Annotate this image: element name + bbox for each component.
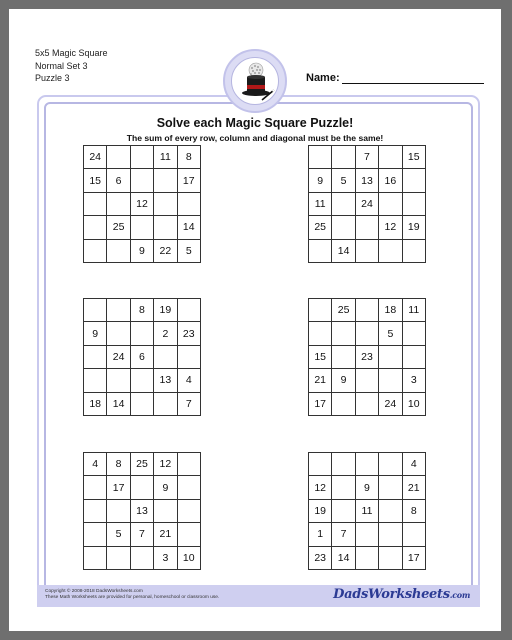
square-cell-given: 8 [178, 146, 201, 169]
square-cell-given: 4 [178, 369, 201, 392]
square-cell-given: 11 [403, 299, 426, 322]
square-cell-blank[interactable] [84, 193, 107, 216]
square-cell-blank[interactable] [379, 453, 402, 476]
square-cell-given: 11 [309, 193, 332, 216]
square-cell-given: 9 [131, 240, 154, 263]
square-cell-blank[interactable] [332, 322, 355, 345]
square-cell-given: 12 [131, 193, 154, 216]
square-cell-blank[interactable] [332, 500, 355, 523]
square-cell-blank[interactable] [154, 346, 177, 369]
square-cell-given: 9 [356, 476, 379, 499]
square-cell-blank[interactable] [403, 523, 426, 546]
square-cell-given: 2 [154, 322, 177, 345]
square-cell-given: 12 [154, 453, 177, 476]
square-cell-blank[interactable] [356, 299, 379, 322]
name-label: Name: [306, 72, 340, 84]
square-cell-blank[interactable] [84, 476, 107, 499]
square-cell-blank[interactable] [379, 476, 402, 499]
square-cell-blank[interactable] [356, 322, 379, 345]
square-cell-blank[interactable] [178, 346, 201, 369]
square-cell-given: 25 [332, 299, 355, 322]
square-cell-blank[interactable] [131, 322, 154, 345]
square-cell-blank[interactable] [107, 299, 130, 322]
square-cell-blank[interactable] [379, 523, 402, 546]
square-cell-given: 19 [309, 500, 332, 523]
instructions-title: Solve each Magic Square Puzzle! [156, 116, 354, 130]
square-cell-given: 18 [379, 299, 402, 322]
magic-square-4 [308, 298, 426, 416]
square-cell-given: 24 [379, 393, 402, 416]
square-cell-given: 1 [309, 523, 332, 546]
square-cell-blank[interactable] [356, 453, 379, 476]
magic-hat-icon [223, 49, 287, 113]
worksheet-puzzle-number: Puzzle 3 [35, 73, 70, 83]
hat-graphic [232, 58, 279, 105]
square-cell-blank[interactable] [84, 299, 107, 322]
square-cell-given: 8 [107, 453, 130, 476]
square-cell-given: 5 [379, 322, 402, 345]
square-cell-given: 21 [154, 523, 177, 546]
square-cell-given: 17 [403, 547, 426, 570]
square-cell-given: 21 [403, 476, 426, 499]
square-cell-blank[interactable] [84, 240, 107, 263]
square-cell-blank[interactable] [107, 369, 130, 392]
square-cell-blank[interactable] [131, 547, 154, 570]
square-cell-blank[interactable] [309, 146, 332, 169]
square-cell-given: 9 [309, 169, 332, 192]
worksheet-set: Normal Set 3 [35, 60, 88, 71]
square-cell-given: 9 [154, 476, 177, 499]
worksheet-info [35, 47, 108, 85]
square-cell-given: 15 [403, 146, 426, 169]
square-cell-blank[interactable] [332, 216, 355, 239]
square-cell-blank[interactable] [332, 346, 355, 369]
square-cell-given: 21 [309, 369, 332, 392]
square-cell-given: 3 [403, 369, 426, 392]
square-cell-given: 11 [154, 146, 177, 169]
square-cell-blank[interactable] [403, 169, 426, 192]
square-cell-given: 17 [178, 169, 201, 192]
dadsworksheets-logo [333, 587, 470, 602]
square-cell-given: 18 [84, 393, 107, 416]
square-cell-blank[interactable] [332, 193, 355, 216]
logo-suffix: .com [449, 590, 470, 600]
logo-text: DadsWorksheets [333, 587, 450, 602]
square-cell-blank[interactable] [178, 523, 201, 546]
magic-square-2 [308, 145, 426, 263]
square-cell-given: 23 [178, 322, 201, 345]
square-cell-blank[interactable] [309, 299, 332, 322]
square-cell-blank[interactable] [356, 216, 379, 239]
square-cell-blank[interactable] [403, 322, 426, 345]
instructions-subtitle: The sum of every row, column and diagonal must be the same! [126, 133, 384, 143]
square-cell-given: 12 [309, 476, 332, 499]
square-cell-blank[interactable] [131, 216, 154, 239]
square-cell-blank[interactable] [178, 500, 201, 523]
square-cell-blank[interactable] [178, 299, 201, 322]
square-cell-given: 13 [154, 369, 177, 392]
square-cell-given: 10 [403, 393, 426, 416]
square-cell-blank[interactable] [332, 146, 355, 169]
square-cell-given: 22 [154, 240, 177, 263]
square-cell-blank[interactable] [154, 500, 177, 523]
usage-note: These Math Worksheets are provided for personal, homeschool or classroom use. [45, 595, 220, 600]
square-cell-given: 7 [332, 523, 355, 546]
square-cell-given: 12 [379, 216, 402, 239]
logo-badge [231, 57, 279, 105]
square-cell-blank[interactable] [403, 346, 426, 369]
square-cell-blank[interactable] [403, 193, 426, 216]
square-cell-given: 9 [84, 322, 107, 345]
square-cell-blank[interactable] [332, 393, 355, 416]
square-cell-blank[interactable] [131, 169, 154, 192]
square-cell-blank[interactable] [131, 393, 154, 416]
square-cell-blank[interactable] [309, 453, 332, 476]
square-cell-blank[interactable] [84, 547, 107, 570]
square-cell-blank[interactable] [379, 146, 402, 169]
square-cell-blank[interactable] [154, 169, 177, 192]
square-cell-blank[interactable] [356, 240, 379, 263]
square-cell-given: 5 [332, 169, 355, 192]
square-cell-given: 24 [356, 193, 379, 216]
square-cell-blank[interactable] [309, 240, 332, 263]
square-cell-blank[interactable] [356, 369, 379, 392]
square-cell-given: 25 [107, 216, 130, 239]
square-cell-blank[interactable] [84, 500, 107, 523]
square-cell-blank[interactable] [178, 193, 201, 216]
square-cell-blank[interactable] [131, 476, 154, 499]
square-cell-blank[interactable] [332, 476, 355, 499]
square-cell-given: 19 [403, 216, 426, 239]
name-field [306, 72, 484, 84]
square-cell-given: 6 [131, 346, 154, 369]
square-cell-blank[interactable] [178, 476, 201, 499]
square-cell-blank[interactable] [107, 547, 130, 570]
square-cell-blank[interactable] [356, 547, 379, 570]
worksheet-page [9, 9, 501, 631]
square-cell-blank[interactable] [309, 322, 332, 345]
square-cell-blank[interactable] [403, 240, 426, 263]
square-cell-given: 14 [107, 393, 130, 416]
square-cell-given: 8 [131, 299, 154, 322]
square-cell-given: 11 [356, 500, 379, 523]
square-cell-given: 15 [309, 346, 332, 369]
square-cell-given: 17 [309, 393, 332, 416]
square-cell-blank[interactable] [154, 216, 177, 239]
square-cell-given: 13 [131, 500, 154, 523]
square-cell-given: 23 [309, 547, 332, 570]
square-cell-blank[interactable] [379, 369, 402, 392]
square-cell-blank[interactable] [84, 346, 107, 369]
square-cell-blank[interactable] [84, 369, 107, 392]
square-cell-blank[interactable] [379, 547, 402, 570]
square-cell-blank[interactable] [154, 193, 177, 216]
square-cell-blank[interactable] [154, 393, 177, 416]
square-cell-blank[interactable] [107, 500, 130, 523]
square-cell-given: 17 [107, 476, 130, 499]
footer-text [45, 589, 219, 601]
square-cell-given: 24 [107, 346, 130, 369]
square-cell-blank[interactable] [107, 193, 130, 216]
square-cell-blank[interactable] [178, 453, 201, 476]
square-cell-given: 8 [403, 500, 426, 523]
square-cell-blank[interactable] [131, 369, 154, 392]
square-cell-blank[interactable] [84, 216, 107, 239]
square-cell-blank[interactable] [107, 146, 130, 169]
square-cell-blank[interactable] [379, 240, 402, 263]
square-cell-blank[interactable] [131, 146, 154, 169]
square-cell-given: 6 [107, 169, 130, 192]
square-cell-blank[interactable] [379, 346, 402, 369]
square-cell-given: 15 [84, 169, 107, 192]
square-cell-blank[interactable] [379, 193, 402, 216]
magic-square-6 [308, 452, 426, 570]
magic-square-5 [83, 452, 201, 570]
square-cell-given: 23 [356, 346, 379, 369]
magic-square-3 [83, 298, 201, 416]
square-cell-given: 14 [332, 240, 355, 263]
square-cell-given: 14 [178, 216, 201, 239]
square-cell-given: 19 [154, 299, 177, 322]
square-cell-given: 13 [356, 169, 379, 192]
square-cell-given: 7 [356, 146, 379, 169]
footer-bar [37, 585, 480, 607]
name-blank-line[interactable] [342, 74, 484, 84]
square-cell-blank[interactable] [356, 523, 379, 546]
square-cell-given: 25 [309, 216, 332, 239]
square-cell-blank[interactable] [332, 453, 355, 476]
square-cell-blank[interactable] [107, 322, 130, 345]
square-cell-blank[interactable] [107, 240, 130, 263]
square-cell-given: 25 [131, 453, 154, 476]
square-cell-given: 4 [84, 453, 107, 476]
copyright-text: Copyright © 2008-2018 DadsWorksheets.com [45, 589, 143, 594]
square-cell-blank[interactable] [84, 523, 107, 546]
square-cell-given: 3 [154, 547, 177, 570]
worksheet-type: 5x5 Magic Square [35, 48, 108, 58]
square-cell-blank[interactable] [356, 393, 379, 416]
square-cell-blank[interactable] [379, 500, 402, 523]
magic-square-1 [83, 145, 201, 263]
square-cell-given: 9 [332, 369, 355, 392]
square-cell-given: 7 [131, 523, 154, 546]
square-cell-given: 16 [379, 169, 402, 192]
square-cell-given: 5 [178, 240, 201, 263]
square-cell-given: 10 [178, 547, 201, 570]
square-cell-given: 14 [332, 547, 355, 570]
square-cell-given: 7 [178, 393, 201, 416]
square-cell-given: 5 [107, 523, 130, 546]
square-cell-given: 4 [403, 453, 426, 476]
square-cell-given: 24 [84, 146, 107, 169]
